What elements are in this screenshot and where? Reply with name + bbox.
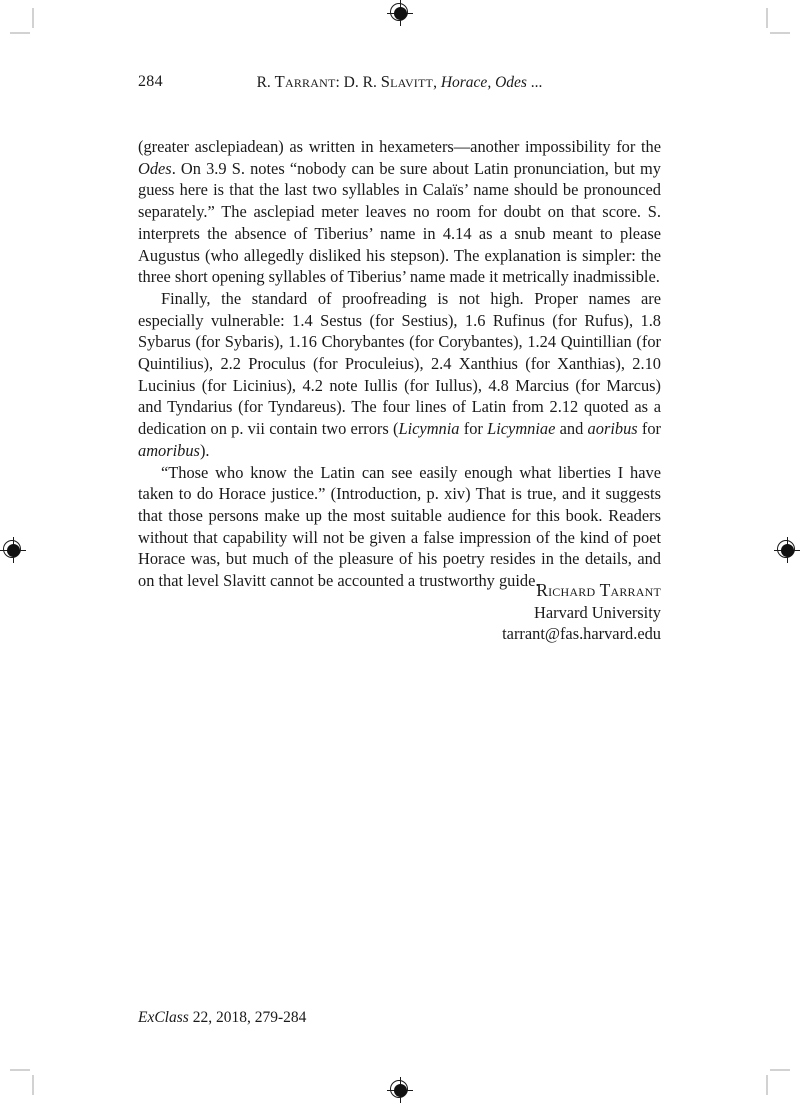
- signature-block: [138, 580, 661, 645]
- crop-mark-top-left-vertical: [32, 8, 34, 28]
- running-head-author-surname: Tarrant: [274, 72, 336, 91]
- paragraph-1-part-2: . On 3.9 S. notes “nobody can be sure about Latin pronunciation, but my guess here is that the last two syllables in Calaïs’ name should be pronounced separately.” The asclepiad meter leaves no room for doubt on that score. S. interprets the absence of Tiberius’ name in 4.14 as a snub meant to please Augustus (who allegedly disliked his stepson). The explanation is simpler: the three short opening syllables of Tiberius’ name made it metrically inadmissible.: [138, 158, 661, 287]
- paragraph-2-italic-aoribus: aoribus: [587, 419, 638, 439]
- paragraph-2-part-3: and: [555, 419, 588, 439]
- running-head-author-initials: R.: [256, 74, 275, 91]
- paragraph-conclusion: “Those who know the Latin can see easily enough what liberties I have taken to do Horace justice.” (Introduction, p. xiv) That is true, and it suggests that those persons make up the most suitable audience for this book. Readers without that capability will not be given a false impression of the kind of poet Horace was, but much of the pleasure of his poetry resides in the details, and on that level Slavitt cannot be accounted a trustworthy guide.: [138, 462, 661, 591]
- registration-mark-top: [387, 0, 413, 26]
- paragraph-proofreading: [138, 288, 661, 462]
- running-head-separator: : D. R.: [335, 74, 381, 91]
- running-head-reviewed-surname: Slavitt: [380, 72, 434, 91]
- footer-citation: [138, 1008, 661, 1028]
- registration-dot: [7, 544, 20, 557]
- paragraph-continuation: [138, 136, 661, 288]
- paragraph-2-part-4: for: [637, 419, 661, 439]
- crop-mark-bottom-right-vertical: [766, 1075, 768, 1095]
- paragraph-1-part-1: (greater asclepiadean) as written in hexameters—another impossibility for the: [138, 137, 661, 156]
- paragraph-1-italic-odes: Odes: [138, 158, 172, 178]
- registration-dot: [394, 7, 407, 20]
- paragraph-2-part-5: ).: [199, 440, 210, 460]
- article-body: [138, 136, 661, 592]
- crop-mark-bottom-right-horizontal: [770, 1069, 790, 1071]
- registration-dot: [781, 544, 794, 557]
- reviewer-email: tarrant@fas.harvard.edu: [502, 624, 661, 644]
- paragraph-2-italic-amoribus: amoribus: [138, 440, 200, 460]
- paragraph-2-part-1: Finally, the standard of proofreading is not high. Proper names are especially vulnerable: 1.4 Sestus (for Sestius), 1.6 Rufinus (for Rufus), 1.8 Sybarus (for Sybaris), 1.16 Chorybantes (for Corybantes), 1.24 Quintillian (for Quintilius), 2.2 Proculus (for Proculeius), 2.4 Xanthius (for Xanthias), 2.10 Lucinius (for Licinius), 4.2 note Iullis (for Iullus), 4.8 Marcius (for Marcus) and Tyndarius (for Tyndareus). The four lines of Latin from 2.12 quoted as a dedication on p. vii contain two errors (: [138, 288, 661, 439]
- reviewer-affiliation: Harvard University: [534, 602, 661, 622]
- footer-journal-name: ExClass: [138, 1009, 189, 1026]
- crop-mark-bottom-left-horizontal: [10, 1069, 30, 1071]
- paragraph-2-italic-licymniae: Licymniae: [487, 419, 556, 439]
- registration-mark-left: [0, 537, 26, 563]
- running-head-ellipsis: ...: [526, 74, 543, 91]
- running-head: [138, 72, 661, 93]
- page-number: 284: [138, 73, 163, 90]
- crop-mark-bottom-left-vertical: [32, 1075, 34, 1095]
- registration-mark-right: [774, 537, 800, 563]
- registration-mark-bottom: [387, 1077, 413, 1103]
- reviewer-name: Richard Tarrant: [536, 580, 661, 600]
- running-head-work-title: Horace, Odes: [440, 74, 527, 91]
- running-head-comma: ,: [433, 74, 441, 91]
- footer-volume-year-pages: 22, 2018, 279-284: [188, 1009, 307, 1026]
- paragraph-2-part-2: for: [459, 419, 488, 439]
- crop-mark-top-right-horizontal: [770, 32, 790, 34]
- crop-mark-top-right-vertical: [766, 8, 768, 28]
- running-head-title: [138, 72, 661, 93]
- registration-dot: [394, 1084, 407, 1097]
- paragraph-2-italic-licymnia: Licymnia: [398, 419, 460, 439]
- crop-mark-top-left-horizontal: [10, 32, 30, 34]
